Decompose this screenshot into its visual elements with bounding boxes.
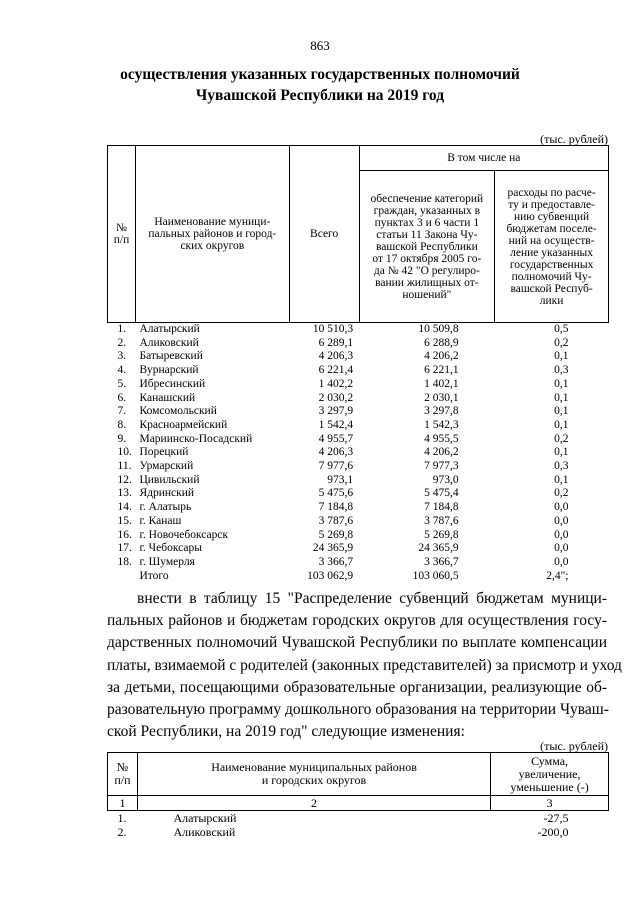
- table-row: [108, 825, 609, 839]
- total-value: 3 366,7: [318, 555, 354, 568]
- row-number: 6.: [117, 391, 127, 404]
- row-number: 18.: [117, 555, 132, 568]
- t2-header-num: [108, 753, 138, 796]
- total-value: 4 955,7: [318, 432, 354, 445]
- table-row: [108, 460, 609, 474]
- header-col-b-line: государственных: [509, 258, 594, 271]
- header-col-a-line: граждан, указанных в: [373, 204, 481, 217]
- header-col-b-line: лики: [539, 294, 564, 307]
- header-total: Всего: [289, 146, 359, 323]
- housing-value: 3 366,7: [424, 555, 459, 568]
- table-row: [108, 323, 609, 337]
- total-value: 5 475,6: [318, 487, 354, 500]
- district-name: Цивильский: [139, 473, 200, 486]
- row-number: 12.: [117, 473, 132, 486]
- table-row: [108, 405, 609, 419]
- total-value: 6 221,4: [318, 364, 354, 377]
- admin-value: 0,1: [554, 446, 569, 459]
- t2-colnum: 3: [491, 796, 609, 811]
- t2-header-sum-line: увеличение,: [518, 766, 581, 781]
- total-value: 4 206,3: [318, 350, 354, 363]
- table-row: [108, 529, 609, 543]
- header-col-b-line: ту и предоставле-: [508, 198, 595, 211]
- housing-value: 3 297,8: [424, 405, 459, 418]
- housing-value: 5 475,4: [424, 487, 459, 500]
- housing-value: 1 542,3: [424, 418, 459, 431]
- total-value: 1 402,2: [318, 377, 354, 390]
- table-row: [108, 542, 609, 556]
- paragraph-line: внести в таблицу 15 "Распределение субвенций бюджетам муници-: [137, 590, 607, 607]
- housing-value: 973,0: [432, 473, 459, 486]
- district-name: Порецкий: [139, 446, 189, 459]
- paragraph-line: пальных районов и бюджетам городских округов для осуществления госу-: [107, 612, 607, 630]
- housing-value: 1 402,1: [424, 377, 459, 390]
- admin-value: 0,3: [554, 364, 569, 377]
- header-col-a-line: вашской Республики: [375, 240, 478, 253]
- t2-colnum: 1: [108, 796, 138, 811]
- table-row: [108, 419, 609, 433]
- change-value: -27,5: [543, 811, 569, 825]
- housing-value: 4 206,2: [424, 446, 459, 459]
- paragraph-line: за детьми, посещающими образовательные организации, реализующие об-: [107, 678, 607, 696]
- total-value: 10 510,3: [312, 323, 354, 335]
- row-number: 14.: [117, 501, 132, 514]
- row-number: 1.: [117, 323, 127, 335]
- district-name: Батыревский: [139, 350, 203, 363]
- table2-body: [108, 811, 609, 840]
- admin-value: 0,1: [554, 473, 569, 486]
- total-value: 7 184,8: [318, 501, 354, 514]
- row-number: 7.: [117, 405, 127, 418]
- row-number: 4.: [117, 364, 127, 377]
- admin-value: 0,1: [554, 391, 569, 404]
- housing-value: 2 030,1: [424, 391, 459, 404]
- table-row: [108, 487, 609, 501]
- admin-value: 0,2: [554, 487, 569, 500]
- total-value: 3 297,9: [318, 405, 354, 418]
- header-num: [108, 146, 136, 323]
- district-name: Ядринский: [139, 487, 195, 500]
- admin-value: 0,0: [554, 501, 569, 514]
- housing-value: 24 365,9: [418, 542, 459, 555]
- t2-colnum: 2: [137, 796, 490, 811]
- header-col-b-line: ление указанных: [510, 246, 593, 259]
- paragraph-line: ской Республики, на 2019 год" следующие изменения:: [107, 723, 465, 741]
- district-name: г. Новочебоксарск: [139, 528, 229, 541]
- table-row: [108, 474, 609, 488]
- total-value: 2 030,2: [318, 391, 354, 404]
- admin-value: 0,0: [554, 555, 569, 568]
- page-number: 863: [310, 38, 330, 53]
- district-name: г. Алатырь: [139, 501, 192, 514]
- housing-value: 10 509,8: [418, 323, 459, 335]
- housing-value: 4 206,2: [424, 350, 459, 363]
- amendment-paragraph: [107, 588, 622, 743]
- row-number: 10.: [117, 446, 132, 459]
- admin-value: 0,2: [554, 336, 569, 349]
- admin-value: 0,1: [554, 350, 569, 363]
- row-number: 16.: [117, 528, 132, 541]
- admin-value: 0,0: [554, 528, 569, 541]
- paragraph-line: платы, взимаемой с родителей (законных представителей) за присмотр и уход: [107, 656, 622, 674]
- table-row: [108, 811, 609, 826]
- row-number: 8.: [117, 418, 127, 431]
- district-name: Красноармейский: [139, 418, 228, 431]
- row-number: 2.: [117, 825, 127, 839]
- header-col-b-line: ний на осуществ-: [508, 234, 595, 247]
- admin-value: 0,3: [554, 460, 569, 473]
- header-num-line: п/п: [113, 234, 130, 246]
- district-name: Аликовский: [139, 336, 199, 349]
- row-number: 15.: [117, 514, 132, 527]
- housing-value: 4 955,5: [424, 432, 459, 445]
- title-line-1: осуществления указанных государственных полномочий: [120, 66, 520, 83]
- row-number: [108, 570, 136, 584]
- changes-table: [107, 752, 609, 839]
- header-col-b-line: нию субвенций: [513, 210, 590, 223]
- table-row: [108, 337, 609, 351]
- district-name: Урмарский: [139, 460, 194, 473]
- district-name: Вурнарский: [139, 364, 199, 377]
- total-value: 3 787,6: [318, 514, 354, 527]
- total-value: 4 206,3: [318, 446, 354, 459]
- table-row: [108, 350, 609, 364]
- header-col-a-line: от 17 октября 2005 го-: [372, 252, 482, 265]
- admin-value: 2,4";: [546, 569, 569, 582]
- row-number: 13.: [117, 487, 132, 500]
- district-name: Аликовский: [173, 825, 236, 839]
- district-name: Комсомольский: [139, 405, 217, 418]
- header-name-line: пальных районов и город-: [148, 228, 277, 240]
- t2-header-num-line: №: [116, 760, 129, 774]
- t2-header-name: [137, 753, 490, 796]
- t2-header-sum-line: Сумма,: [531, 753, 569, 768]
- t2-header-name-line: Наименование муниципальных районов: [211, 760, 417, 774]
- subsidy-table: [107, 145, 609, 583]
- district-name: Алатырский: [173, 811, 237, 825]
- district-name: Мариинско-Посадский: [139, 432, 253, 445]
- admin-value: 0,5: [554, 323, 569, 335]
- housing-value: 7 184,8: [424, 501, 459, 514]
- header-col-a-line: вании жилищных от-: [375, 276, 479, 289]
- section-title: [0, 64, 640, 106]
- total-value: 6 289,1: [318, 336, 354, 349]
- table-row: [108, 378, 609, 392]
- header-col-b-line: бюджетам поселе-: [506, 222, 597, 235]
- admin-value: 0,2: [554, 432, 569, 445]
- table-row: [108, 433, 609, 447]
- t2-header-sum: [491, 753, 609, 796]
- header-col-b: [495, 171, 609, 323]
- table-row: [108, 556, 609, 570]
- header-name: [135, 146, 289, 323]
- header-col-b-line: вашской Респуб-: [510, 282, 593, 295]
- district-name: Канашский: [139, 391, 196, 404]
- paragraph-line: разовательную программу дошкольного образования на территории Чуваш-: [107, 701, 609, 719]
- header-col-a-line: да № 42 "О регулиро-: [373, 264, 480, 277]
- table2-units: (тыс. рублей): [540, 739, 608, 753]
- housing-value: 6 288,9: [424, 336, 459, 349]
- admin-value: 0,1: [554, 405, 569, 418]
- housing-value: 103 060,5: [412, 569, 459, 582]
- paragraph-line: дарственных полномочий Чувашской Республики по выплате компенсации: [107, 634, 607, 652]
- table1-units: (тыс. рублей): [540, 132, 608, 146]
- housing-value: 7 977,3: [424, 460, 459, 473]
- header-num-line: №: [115, 222, 127, 234]
- district-name: г. Шумерля: [139, 555, 195, 568]
- total-value: 103 062,9: [307, 569, 354, 582]
- header-col-b-line: полномочий Чу-: [511, 270, 592, 283]
- admin-value: 0,0: [554, 542, 569, 555]
- table-row: [108, 392, 609, 406]
- total-value: 5 269,8: [318, 528, 354, 541]
- total-value: 7 977,6: [318, 460, 354, 473]
- table-row: [108, 515, 609, 529]
- header-including: В том числе на: [359, 146, 608, 171]
- table-row: [108, 446, 609, 460]
- admin-value: 0,1: [554, 377, 569, 390]
- header-col-a: [359, 171, 495, 323]
- total-value: 1 542,4: [318, 418, 354, 431]
- header-col-a-line: ношений": [402, 288, 452, 301]
- row-number: 11.: [117, 460, 132, 473]
- total-row: [108, 570, 609, 584]
- row-number: 5.: [117, 377, 127, 390]
- housing-value: 5 269,8: [424, 528, 459, 541]
- header-col-a-line: пунктах 3 и 6 части 1: [374, 216, 480, 229]
- table-row: [108, 501, 609, 515]
- table1-body: [108, 323, 609, 584]
- admin-value: 0,0: [554, 514, 569, 527]
- total-label: Итого: [139, 569, 169, 582]
- t2-header-num-line: п/п: [114, 773, 131, 787]
- t2-header-name-line: и городских округов: [261, 773, 367, 787]
- row-number: 3.: [117, 350, 127, 363]
- total-value: 973,1: [327, 473, 354, 486]
- row-number: 17.: [117, 542, 132, 555]
- title-line-2: Чувашской Республики на 2019 год: [195, 87, 445, 104]
- header-col-b-line: расходы по расче-: [507, 186, 596, 199]
- admin-value: 0,1: [554, 418, 569, 431]
- housing-value: 6 221,1: [424, 364, 459, 377]
- change-value: -200,0: [537, 825, 569, 839]
- district-name: Алатырский: [139, 323, 200, 335]
- district-name: г. Канаш: [139, 514, 182, 527]
- header-name-line: Наименование муници-: [154, 216, 271, 228]
- row-number: 2.: [117, 336, 127, 349]
- row-number: 9.: [117, 432, 127, 445]
- table-row: [108, 364, 609, 378]
- district-name: г. Чебоксары: [139, 542, 202, 555]
- header-name-line: ских округов: [180, 240, 245, 252]
- row-number: 1.: [117, 811, 127, 825]
- total-value: 24 365,9: [312, 542, 354, 555]
- housing-value: 3 787,6: [424, 514, 459, 527]
- header-col-a-line: обеспечение категорий: [370, 192, 484, 205]
- district-name: Ибресинский: [139, 377, 206, 390]
- header-col-a-line: статьи 11 Закона Чу-: [376, 228, 478, 241]
- t2-header-sum-line: уменьшение (-): [510, 779, 589, 794]
